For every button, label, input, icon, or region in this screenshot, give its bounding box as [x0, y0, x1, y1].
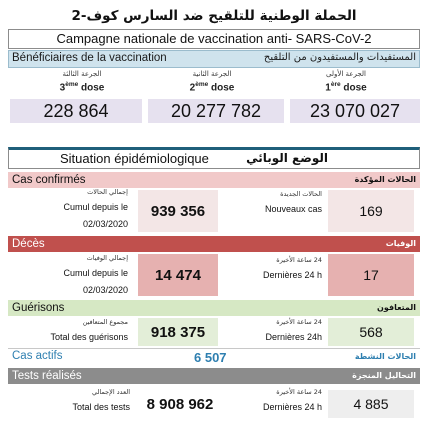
- divider: [8, 348, 420, 349]
- situation-label-ar: الوضع الوبائي: [246, 151, 328, 165]
- confirmed-label-fr: Cas confirmés: [12, 174, 86, 186]
- dose-1-value: 23 070 027: [290, 99, 420, 123]
- dose-2-label-fr: 2ème dose: [189, 81, 235, 94]
- confirmed-cumul-date: 02/03/2020: [82, 219, 128, 229]
- dose-3-header: [22, 70, 142, 94]
- recovered-last-labels: [240, 318, 322, 343]
- dose-1-label-fr: 1ère dose: [325, 81, 367, 94]
- tests-total-label-fr: Total des tests: [72, 402, 130, 412]
- dose-3-label-ar: الجرعة الثالثة: [62, 70, 102, 78]
- deaths-last-value: 17: [328, 254, 414, 296]
- active-label-ar: الحالات النشطة: [354, 352, 416, 361]
- recovered-last-value: 568: [328, 318, 414, 346]
- campaign-title-french: Campagne nationale de vaccination anti- SARS-CoV-2: [8, 29, 420, 49]
- deaths-bar: [8, 236, 420, 252]
- deaths-last-label-fr: Dernières 24 h: [262, 270, 322, 280]
- tests-total-label-ar: العدد الإجمالي: [92, 388, 130, 396]
- dose-1-header: [286, 70, 406, 94]
- confirmed-new-label-fr: Nouveaux cas: [264, 204, 322, 214]
- deaths-cumul-value: 14 474: [138, 254, 218, 296]
- confirmed-label-ar: الحالات المؤكدة: [354, 175, 416, 184]
- beneficiaries-label-fr: Bénéficiaires de la vaccination: [12, 52, 167, 64]
- deaths-cumul-label-fr: Cumul depuis le: [63, 268, 128, 278]
- recovered-label-ar: المتعافون: [377, 303, 416, 312]
- deaths-cumul-label-ar: إجمالي الوفيات: [86, 254, 128, 262]
- recovered-total-labels: [36, 318, 128, 343]
- confirmed-cumul-value: 939 356: [138, 190, 218, 232]
- tests-last-label-ar: 24 ساعة الأخيرة: [276, 388, 322, 396]
- deaths-last-label-ar: 24 ساعة الأخيرة: [276, 256, 322, 264]
- confirmed-new-labels: [240, 190, 322, 215]
- dose-3-label-fr: 3ème dose: [59, 81, 105, 94]
- recovered-bar: [8, 300, 420, 316]
- tests-total-labels: [50, 388, 130, 413]
- recovered-label-fr: Guérisons: [12, 302, 65, 314]
- dose-3-value: 228 864: [10, 99, 142, 123]
- dose-1-label-ar: الجرعة الأولى: [326, 70, 366, 78]
- active-label-fr: Cas actifs: [12, 350, 63, 362]
- situation-label-fr: Situation épidémiologique: [60, 151, 209, 166]
- deaths-cumul-labels: [40, 254, 128, 296]
- deaths-cumul-date: 02/03/2020: [82, 285, 128, 295]
- dose-2-value: 20 277 782: [148, 99, 284, 123]
- dose-2-header: [152, 70, 272, 94]
- tests-label-fr: Tests réalisés: [12, 370, 82, 382]
- recovered-total-label-ar: مجموع المتعافين: [82, 318, 128, 326]
- recovered-last-label-ar: 24 ساعة الأخيرة: [276, 318, 322, 326]
- campaign-title-arabic: الحملة الوطنية للتلقيح ضد السارس كوف-2: [71, 8, 357, 24]
- tests-last-labels: [240, 388, 322, 413]
- confirmed-new-label-ar: الحالات الجديدة: [280, 190, 322, 198]
- tests-last-value: 4 885: [328, 390, 414, 418]
- confirmed-cumul-labels: [40, 188, 128, 230]
- deaths-label-fr: Décès: [12, 238, 45, 250]
- recovered-last-label-fr: Dernières 24h: [265, 332, 322, 342]
- confirmed-cumul-label-fr: Cumul depuis le: [63, 202, 128, 212]
- confirmed-cumul-label-ar: إجمالي الحالات: [87, 188, 128, 196]
- deaths-last-labels: [240, 256, 322, 281]
- confirmed-new-value: 169: [328, 190, 414, 232]
- recovered-total-label-fr: Total des guérisons: [50, 332, 128, 342]
- active-value: 6 507: [194, 350, 227, 365]
- tests-label-ar: التحاليل المنجزة: [352, 371, 416, 380]
- dose-2-label-ar: الجرعة الثانية: [192, 70, 232, 78]
- tests-last-label-fr: Dernières 24 h: [262, 402, 322, 412]
- recovered-total-value: 918 375: [138, 318, 218, 346]
- beneficiaries-label-ar: المستفيدات والمستفيدون من التلقيح: [263, 52, 416, 63]
- tests-total-value: 8 908 962: [146, 395, 214, 413]
- deaths-label-ar: الوفيات: [385, 239, 416, 248]
